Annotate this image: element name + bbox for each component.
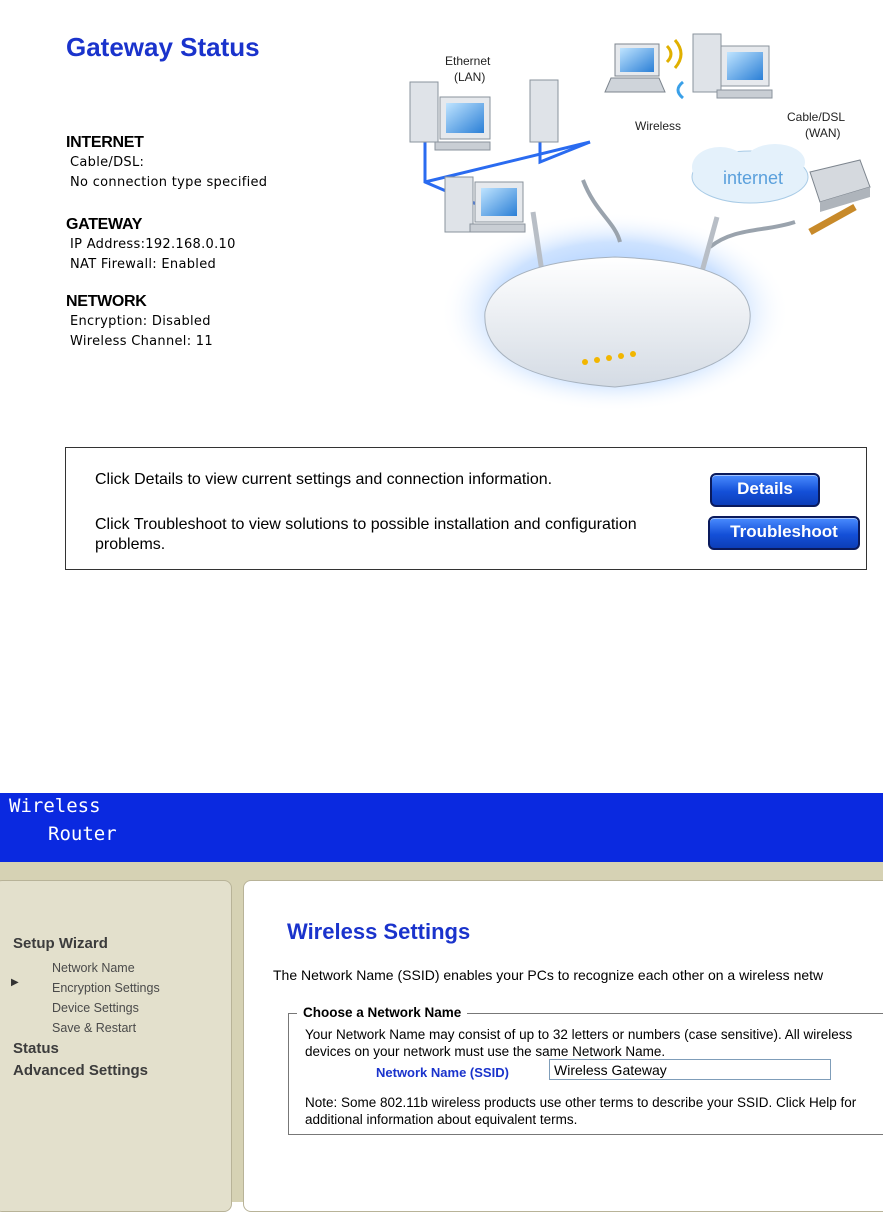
- sidebar-item-encryption-settings[interactable]: Encryption Settings: [52, 981, 160, 995]
- details-description: Click Details to view current settings and connection information.: [95, 471, 553, 488]
- ip-address: IP Address:192.168.0.10: [70, 237, 236, 252]
- network-section: [66, 293, 213, 354]
- connection-type-label: Cable/DSL:: [70, 155, 145, 170]
- brand-name-sub: Router: [48, 823, 117, 845]
- cable-dsl-label: Cable/DSL: [787, 110, 846, 124]
- gateway-status-panel: [50, 0, 883, 588]
- sidebar: [0, 880, 232, 1212]
- desktop-computer-icon: [530, 80, 558, 142]
- sidebar-item-advanced-settings[interactable]: Advanced Settings: [13, 1062, 149, 1079]
- info-box: [65, 447, 867, 570]
- ethernet-label: Ethernet: [445, 54, 491, 68]
- troubleshoot-button[interactable]: Troubleshoot: [708, 516, 860, 550]
- page-title: Wireless Settings: [287, 919, 471, 944]
- network-diagram: [365, 12, 883, 420]
- internet-heading: INTERNET: [66, 134, 144, 151]
- current-item-arrow-icon: ▶: [11, 977, 19, 988]
- page-title: Gateway Status: [66, 32, 260, 62]
- wireless-channel: Wireless Channel: 11: [70, 334, 213, 349]
- fieldset-legend: Choose a Network Name: [297, 1005, 467, 1020]
- nat-firewall-status: NAT Firewall: Enabled: [70, 257, 217, 272]
- wireless-wave-icon: [675, 40, 681, 68]
- lan-label: (LAN): [454, 70, 486, 84]
- desktop-computer-icon: [445, 177, 525, 232]
- encryption-status: Encryption: Disabled: [70, 314, 211, 329]
- ssid-input[interactable]: [549, 1059, 831, 1080]
- desktop-computer-icon: [693, 34, 772, 98]
- internet-section: [66, 134, 267, 195]
- wireless-label: Wireless: [635, 119, 682, 133]
- connection-status: No connection type specified: [70, 175, 268, 190]
- network-name-fieldset: [288, 1005, 883, 1135]
- network-heading: NETWORK: [66, 293, 147, 310]
- sidebar-item-status[interactable]: Status: [13, 1040, 59, 1057]
- wireless-router-panel: [0, 793, 883, 1202]
- desktop-computer-icon: [410, 82, 490, 150]
- wireless-wave-icon: [667, 46, 671, 62]
- wireless-wave-icon: [678, 82, 683, 98]
- sidebar-item-device-settings[interactable]: Device Settings: [52, 1001, 139, 1015]
- wan-label: (WAN): [805, 126, 841, 140]
- page-description: The Network Name (SSID) enables your PCs to recognize each other on a wireless netw: [273, 967, 824, 983]
- sidebar-item-setup-wizard[interactable]: Setup Wizard: [13, 935, 108, 952]
- internet-label: internet: [723, 168, 784, 188]
- main-content: [243, 880, 883, 1212]
- network-name-instructions: Your Network Name may consist of up to 32 letters or numbers (case sensitive). All wireless devices on your network must use the same Network Name.: [305, 1027, 853, 1059]
- coax-cable-icon: [810, 207, 855, 232]
- sidebar-item-save-restart[interactable]: Save & Restart: [52, 1021, 137, 1035]
- router-body: [0, 862, 883, 1202]
- laptop-icon: [605, 44, 665, 92]
- details-button[interactable]: Details: [710, 473, 820, 507]
- sidebar-item-network-name[interactable]: Network Name: [52, 961, 135, 975]
- router-header: [0, 793, 883, 862]
- brand-name: Wireless: [9, 795, 101, 817]
- ssid-label: Network Name (SSID): [376, 1065, 509, 1080]
- gateway-section: [66, 216, 236, 277]
- ssid-note: Note: Some 802.11b wireless products use other terms to describe your SSID. Click Help for additional information about equivalent terms.: [305, 1095, 857, 1127]
- troubleshoot-description: Click Troubleshoot to view solutions to possible installation and configuration problems.: [95, 516, 637, 553]
- gateway-heading: GATEWAY: [66, 216, 143, 233]
- modem-icon: [810, 160, 870, 212]
